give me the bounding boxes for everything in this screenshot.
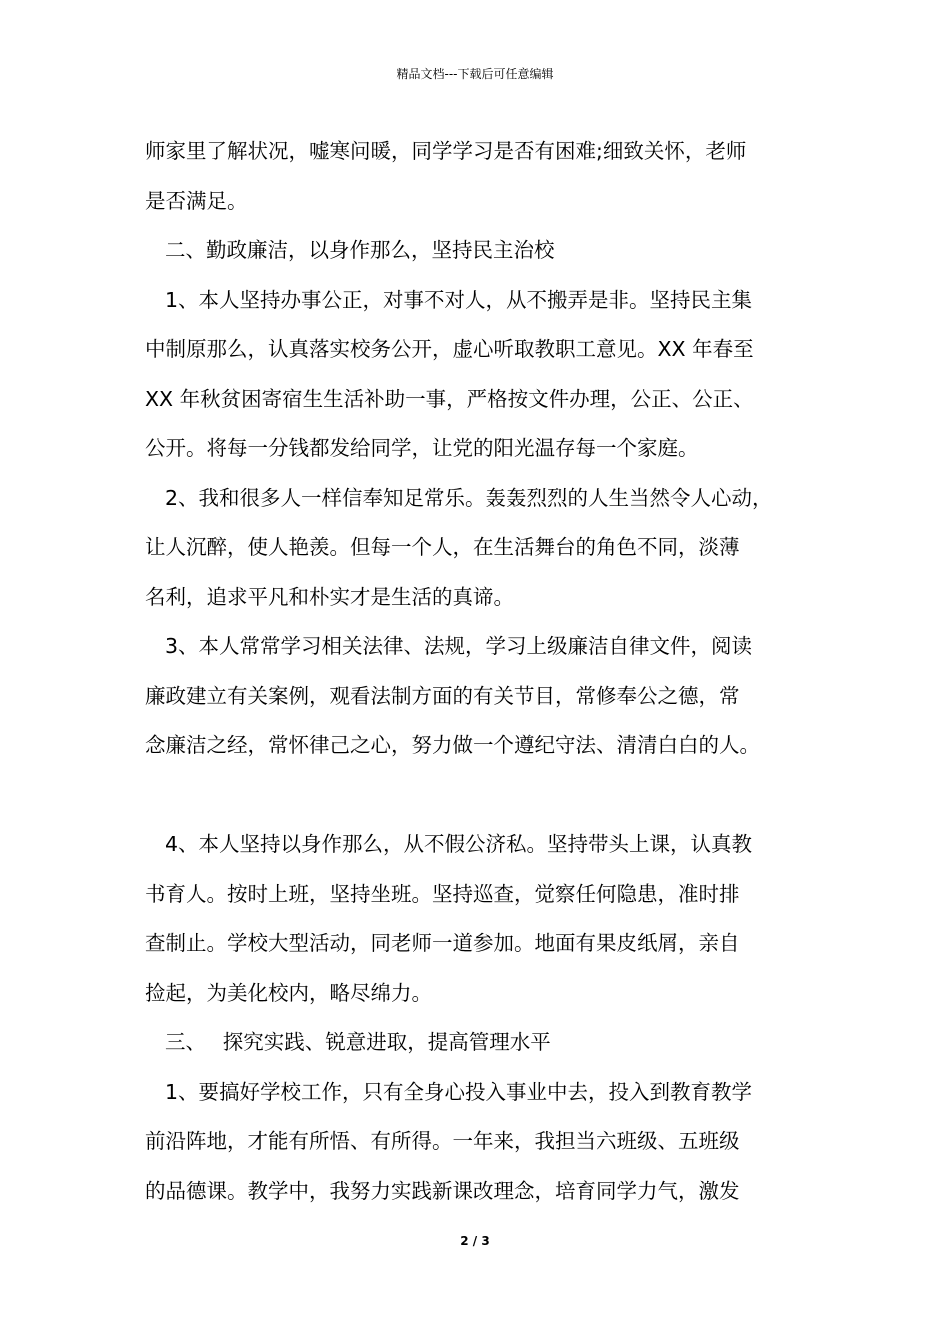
text-line: 让人沉醉，使人艳羡。但每一个人，在生活舞台的角色不同，淡薄 <box>145 535 740 559</box>
text-line: 师家里了解状况，嘘寒问暖，同学学习是否有困难;细致关怀，老师 <box>145 139 747 163</box>
text-line: 公开。将每一分钱都发给同学，让党的阳光温存每一个家庭。 <box>145 436 699 460</box>
text-line: 4、本人坚持以身作那么，从不假公济私。坚持带头上课，认真教 <box>165 832 753 856</box>
text-line: 2、我和很多人一样信奉知足常乐。轰轰烈烈的人生当然令人心动， <box>165 485 773 510</box>
text-line: 名利，追求平凡和朴实才是生活的真谛。 <box>145 584 514 609</box>
section-heading: 二、勤政廉洁，以身作那么，坚持民主治校 <box>165 238 555 262</box>
text-line: 1、本人坚持办事公正，对事不对人，从不搬弄是非。坚持民主集 <box>165 287 753 312</box>
blank-line <box>145 771 815 821</box>
text-line: 的品德课。教学中，我努力实践新课改理念，培育同学力气，激发 <box>145 1178 740 1203</box>
section-heading: 三、 探究实践、锐意进取，提高管理水平 <box>165 1030 551 1054</box>
text-line: 查制止。学校大型活动，同老师一道参加。地面有果皮纸屑，亲自 <box>145 931 740 955</box>
text-line: 前沿阵地，才能有所悟、有所得。一年来，我担当六班级、五班级 <box>145 1129 740 1153</box>
text-line: 廉政建立有关案例，观看法制方面的有关节目，常修奉公之德，常 <box>145 683 740 708</box>
page-header: 精品文档---下载后可任意编辑 <box>396 67 554 81</box>
text-line: 中制原那么，认真落实校务公开，虚心听取教职工意见。XX 年春至 <box>145 337 754 361</box>
text-line: 1、要搞好学校工作，只有全身心投入事业中去，投入到教育教学 <box>165 1079 753 1104</box>
text-line: 书育人。按时上班，坚持坐班。坚持巡查，觉察任何隐患，准时排 <box>145 881 740 906</box>
text-line: 3、本人常常学习相关法律、法规，学习上级廉洁自律文件，阅读 <box>165 634 753 658</box>
text-line: 是否满足。 <box>145 188 248 213</box>
page-number: 2 / 3 <box>460 1234 490 1248</box>
document-body <box>145 127 815 1216</box>
text-line: 捡起，为美化校内，略尽绵力。 <box>145 980 432 1005</box>
text-line: XX 年秋贫困寄宿生生活补助一事，严格按文件办理，公正、公正、 <box>145 386 754 411</box>
text-line: 念廉洁之经，常怀律己之心，努力做一个遵纪守法、清清白白的人。 <box>145 733 760 757</box>
